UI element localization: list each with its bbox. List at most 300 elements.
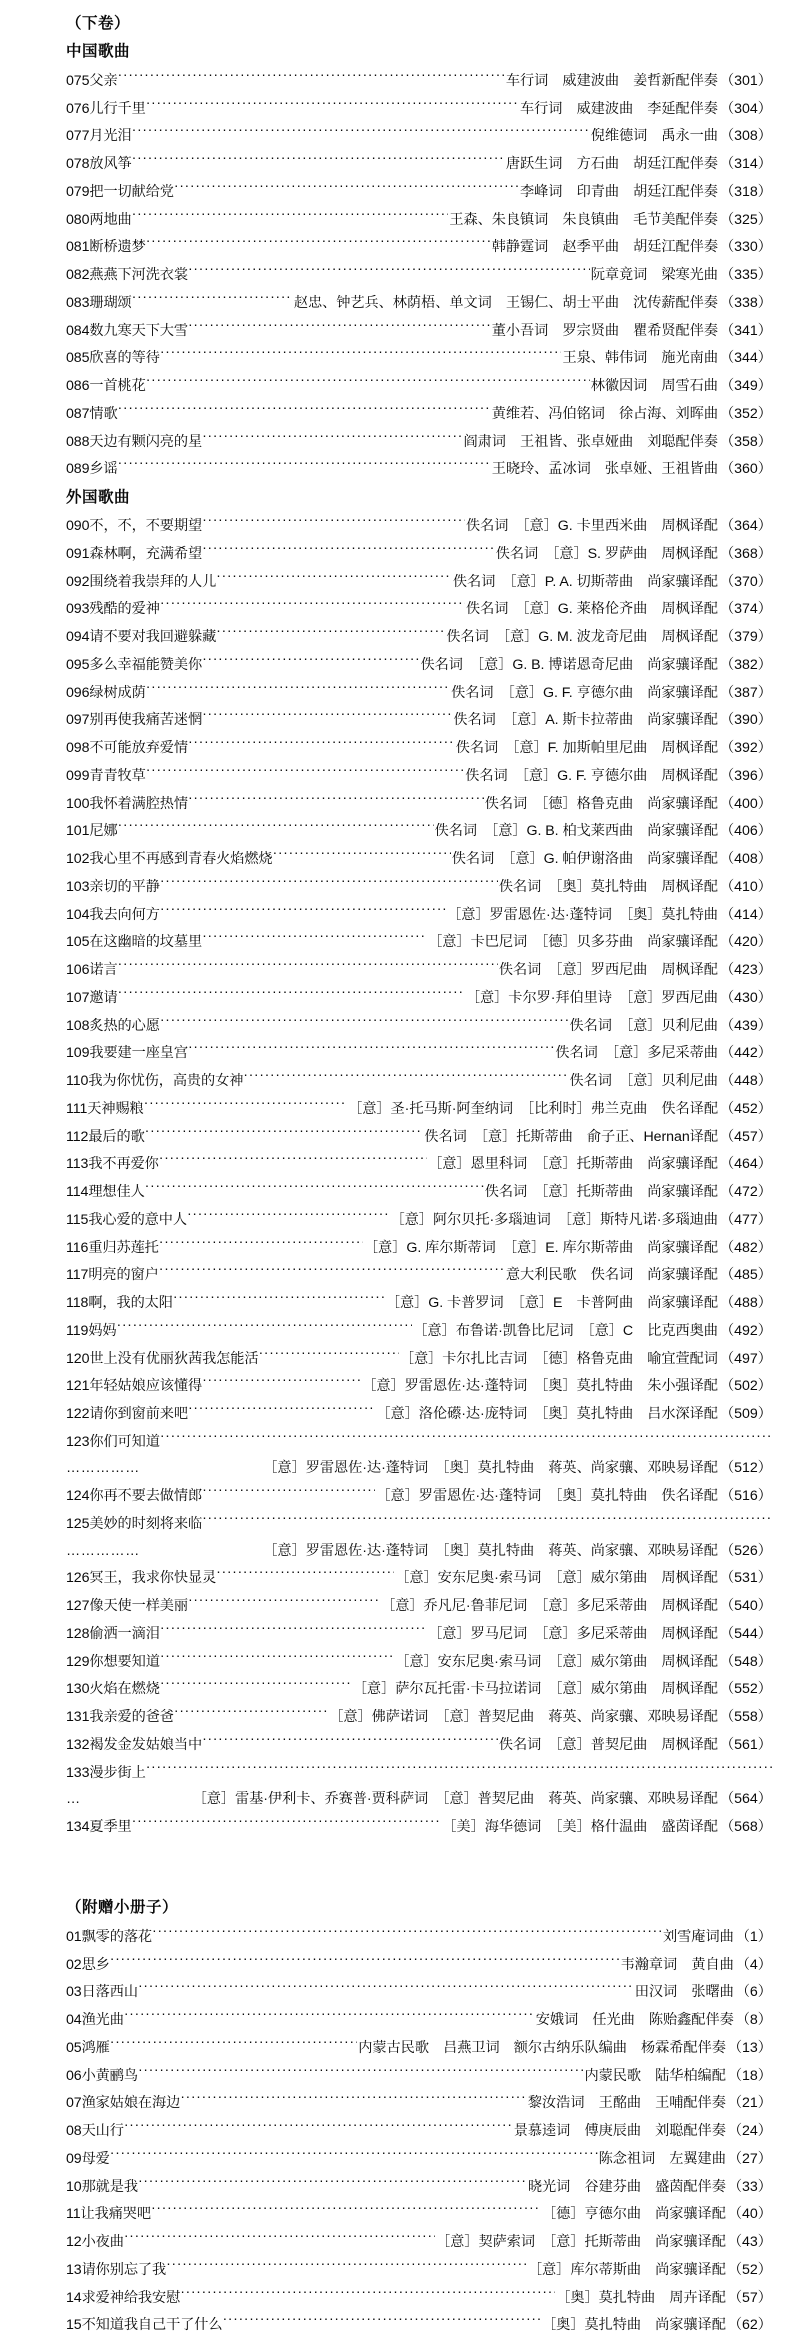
toc-leader-dots [188, 1043, 554, 1057]
toc-entry-page-number: （304） [719, 100, 772, 117]
toc-entry-page-number: （558） [719, 1709, 772, 1726]
toc-entry [66, 932, 772, 951]
toc-entry [66, 293, 772, 312]
toc-entry-credits: ［意］布鲁诺·凯鲁比尼词 ［意］C 比克西奥曲 [413, 1322, 718, 1339]
toc-leader-dots [117, 1321, 413, 1335]
toc-entry-title: 04渔光曲 [66, 2012, 124, 2029]
toc-entry-credits: 佚名词 ［意］P. A. 切斯蒂曲 尚家骧译配 [452, 573, 718, 590]
toc-entry-title: 111天神赐粮 [66, 1100, 144, 1117]
toc-entry-credits: 倪维德词 禹永一曲 [590, 128, 718, 145]
toc-entry-title: 14求爱神给我安慰 [66, 2289, 181, 2306]
toc-entry-page-number: （406） [719, 823, 772, 840]
toc-entry-page-number: （448） [719, 1073, 772, 1090]
toc-entry-continuation [66, 1790, 772, 1808]
toc-entry-title: 102我心里不再感到青春火焰燃烧 [66, 851, 273, 868]
toc-entry-title: 126冥王，我求你快显灵 [66, 1570, 217, 1587]
toc-leader-dots: …………… [66, 1542, 140, 1559]
toc-entry-title: 01飘零的落花 [66, 1928, 153, 1945]
toc-entry-title: 122请你到窗前来吧 [66, 1406, 188, 1423]
toc-entry-page-number: （485） [719, 1267, 772, 1284]
toc-entry [66, 1015, 772, 1034]
toc-entry-credits: ［意］卡尔罗·拜伯里诗 ［意］罗西尼曲 [465, 989, 718, 1006]
toc-leader-dots [118, 459, 491, 473]
toc-entry-page-number: （6） [735, 1984, 772, 2001]
toc-entry-title: 131我亲爱的爸爸 [66, 1709, 174, 1726]
toc-entry [66, 1624, 772, 1643]
toc-entry [66, 1651, 772, 1670]
toc-leader-dots [174, 1707, 328, 1721]
toc-leader-dots [159, 1265, 505, 1279]
toc-entry-title: 105在这幽暗的坟墓里 [66, 934, 203, 951]
toc-entry-title: 087情歌 [66, 405, 118, 422]
toc-entry-title: 108炙热的心愿 [66, 1017, 160, 1034]
toc-entry-title: 12小夜曲 [66, 2234, 124, 2251]
toc-entry-title: 127像天使一样美丽 [66, 1598, 188, 1615]
toc-leader-dots [160, 1432, 772, 1446]
toc-entry-title: 090不，不，不要期望 [66, 518, 203, 535]
toc-leader-dots [166, 2260, 527, 2274]
toc-entry-page-number: （548） [719, 1653, 772, 1670]
toc-entry [66, 2177, 772, 2196]
toc-entry-credits: ［意］G. 库尔斯蒂词 ［意］E. 库尔斯蒂曲 尚家骧译配 [363, 1239, 718, 1256]
toc-entry-page-number: （382） [719, 656, 772, 673]
toc-entry [66, 655, 772, 674]
toc-entry-credits: 佚名词 ［意］S. 罗萨曲 周枫译配 [495, 545, 718, 562]
toc-entry-credits: ［意］G. 卡普罗词 ［意］E 卡普阿曲 尚家骧译配 [385, 1295, 718, 1312]
toc-entry-credits: ［意］罗雷恩佐·达·蓬特词 ［奥］莫扎特曲 [447, 906, 718, 923]
toc-entry [66, 1293, 772, 1312]
toc-entry-page-number: （544） [719, 1625, 772, 1642]
toc-entry [66, 1982, 772, 2001]
toc-leader-dots: … [66, 1791, 81, 1808]
toc-entry [66, 988, 772, 1007]
toc-leader-dots [138, 1982, 634, 1996]
toc-entry-title: 091森林啊，充满希望 [66, 545, 203, 562]
toc-entry [66, 571, 772, 590]
toc-entry [66, 1735, 772, 1754]
toc-entry-credits: 佚名词 ［德］格鲁克曲 尚家骧译配 [484, 795, 718, 812]
toc-leader-dots [124, 2121, 513, 2135]
toc-leader-dots [145, 1126, 424, 1140]
toc-leader-dots [216, 1568, 394, 1582]
toc-leader-dots [202, 1376, 361, 1390]
toc-entry-page-number: （360） [719, 461, 772, 478]
toc-entry-title: 05鸿雁 [66, 2039, 110, 2056]
toc-leader-dots [180, 2093, 527, 2107]
toc-leader-dots [273, 849, 451, 863]
toc-entry-title: 107邀请 [66, 989, 118, 1006]
toc-entry-title: 132褐发金发姑娘当中 [66, 1736, 203, 1753]
toc-entry-credits: ［奥］莫扎特曲 尚家骧译配 [542, 2317, 726, 2334]
toc-entry-title: 092围绕着我崇拜的人儿 [66, 573, 217, 590]
toc-entry-title: 101尼娜 [66, 823, 118, 840]
toc-entry-credits: ［意］卡巴尼词 ［德］贝多芬曲 尚家骧译配 [428, 934, 718, 951]
toc-entry [66, 1817, 772, 1836]
toc-entry-title: 077月光泪 [66, 128, 132, 145]
toc-entry-page-number: （1） [735, 1928, 772, 1945]
toc-entry [66, 1679, 772, 1698]
toc-entry-title: 118啊，我的太阳 [66, 1295, 173, 1312]
toc-leader-dots [144, 1099, 348, 1113]
toc-entry-page-number: （352） [719, 405, 772, 422]
toc-entry [66, 1182, 772, 1201]
toc-leader-dots [188, 265, 590, 279]
toc-entry-page-number: （414） [719, 906, 772, 923]
toc-entry [66, 459, 772, 478]
toc-entry [66, 2121, 772, 2140]
toc-entry-page-number: （423） [719, 962, 772, 979]
toc-entry-credits: 佚名词 ［意］贝利尼曲 [569, 1073, 718, 1090]
toc-entry-title: 078放风筝 [66, 156, 132, 173]
toc-entry-title: 097别再使我痛苦迷惘 [66, 712, 203, 729]
toc-entry-credits: 佚名词 ［意］多尼采蒂曲 [555, 1045, 718, 1062]
toc-leader-dots [202, 932, 427, 946]
toc-entry-page-number: （442） [719, 1045, 772, 1062]
toc-entry [66, 2038, 772, 2057]
toc-entry-page-number: （330） [719, 239, 772, 256]
toc-entry-title: 11让我痛哭吧 [66, 2206, 151, 2223]
toc-leader-dots [132, 154, 505, 168]
toc-entry-page-number: （52） [727, 2261, 772, 2278]
toc-entry-page-number: （358） [719, 433, 772, 450]
toc-leader-dots [202, 516, 465, 530]
toc-leader-dots [146, 99, 519, 113]
toc-entry-title: 098不可能放弃爱情 [66, 740, 188, 757]
toc-entry-page-number: （482） [719, 1239, 772, 1256]
toc-entry-page-number: （318） [719, 183, 772, 200]
toc-entry [66, 1099, 772, 1118]
toc-entry-title: 130火焰在燃烧 [66, 1681, 160, 1698]
toc-entry-credits: 阎肃词 王祖皆、张卓娅曲 刘聪配伴奏 [463, 433, 718, 450]
toc-entry-credits: 佚名词 ［意］G. B. 博诺恩奇尼曲 尚家骧译配 [420, 656, 718, 673]
toc-leader-dots [174, 182, 519, 196]
toc-entry-page-number: （390） [719, 712, 772, 729]
toc-entry-credits: ［意］契萨索词 ［意］托斯蒂曲 尚家骧译配 [436, 2234, 726, 2251]
toc-entry-page-number: （400） [719, 795, 772, 812]
toc-entry [66, 99, 772, 118]
toc-leader-dots [145, 1182, 484, 1196]
toc-entry-credits: 佚名词 ［意］普契尼曲 周枫译配 [498, 1736, 718, 1753]
section-heading-foreign: 外国歌曲 [66, 488, 131, 506]
toc-entry-title: 103亲切的平静 [66, 878, 160, 895]
toc-entry-page-number: （379） [719, 629, 772, 646]
toc-entry-title: 099青青牧草 [66, 767, 146, 784]
toc-entry-credits: 韦瀚章词 黄自曲 [620, 1956, 734, 1973]
toc-entry-page-number: （492） [719, 1322, 772, 1339]
toc-leader-dots [146, 237, 491, 251]
toc-entry-credits: 黎汝浩词 王酩曲 王哺配伴奏 [527, 2095, 726, 2112]
toc-leader-dots [138, 2177, 527, 2191]
toc-leader-dots [159, 1154, 427, 1168]
toc-entry-page-number: （24） [727, 2123, 772, 2140]
toc-entry [66, 237, 772, 256]
toc-entry-title: 119妈妈 [66, 1322, 117, 1339]
toc-entry-page-number: （477） [719, 1211, 772, 1228]
toc-entry [66, 404, 772, 423]
toc-entry-page-number: （392） [719, 740, 772, 757]
toc-leader-dots [187, 1210, 390, 1224]
toc-entry-page-number: （552） [719, 1681, 772, 1698]
toc-entry-title: 094请不要对我回避躲藏 [66, 629, 217, 646]
toc-leader-dots [188, 738, 455, 752]
toc-entry-credits: ［意］罗雷恩佐·达·蓬特词 ［奥］莫扎特曲 朱小强译配 [362, 1378, 718, 1395]
toc-leader-dots [202, 1735, 498, 1749]
toc-entry-page-number: （344） [719, 350, 772, 367]
toc-leader-dots [132, 1817, 442, 1831]
toc-entry [66, 1762, 772, 1781]
booklet-heading: （附赠小册子） [66, 1899, 179, 1917]
toc-entry-page-number: （464） [719, 1156, 772, 1173]
toc-entry-credits: ［意］安东尼奥·索马词 ［意］威尔第曲 周枫译配 [395, 1653, 718, 1670]
toc-entry [66, 2010, 772, 2029]
toc-entry [66, 849, 772, 868]
toc-entry [66, 1265, 772, 1284]
toc-leader-dots [146, 766, 465, 780]
toc-leader-dots [202, 1514, 772, 1528]
toc-entry-title: 13请你别忘了我 [66, 2261, 167, 2278]
toc-entry [66, 126, 772, 145]
entry-list-chinese [66, 71, 772, 479]
toc-entry [66, 1376, 772, 1395]
toc-entry-title: 084数九寒天下大雪 [66, 322, 188, 339]
toc-entry-title: 123你们可知道 [66, 1433, 160, 1450]
toc-entry-credits: 车行词 威建波曲 姜哲新配伴奏 [505, 72, 718, 89]
toc-entry-title: 10那就是我 [66, 2178, 138, 2195]
section-booklet [66, 1898, 772, 2334]
toc-entry-title: 086一首桃花 [66, 378, 146, 395]
toc-entry [66, 2288, 772, 2307]
toc-entry-title: 082燕燕下河洗衣裳 [66, 267, 188, 284]
toc-entry-page-number: （325） [719, 211, 772, 228]
toc-leader-dots [243, 1071, 568, 1085]
toc-leader-dots [132, 293, 293, 307]
toc-entry-title: 106诺言 [66, 962, 118, 979]
toc-entry-page-number: （335） [719, 267, 772, 284]
toc-entry-credits: 阮章竟词 梁寒光曲 [590, 267, 718, 284]
toc-leader-dots [188, 321, 491, 335]
toc-leader-dots [138, 2066, 584, 2080]
toc-entry [66, 1043, 772, 1062]
toc-entry-credits: 佚名词 ［意］托斯蒂曲 尚家骧译配 [484, 1184, 718, 1201]
toc-entry-title: 085欣喜的等待 [66, 350, 160, 367]
toc-entry-credits: 刘雪庵词曲 [663, 1928, 734, 1945]
toc-entry-title: 083珊瑚颂 [66, 294, 132, 311]
toc-entry-credits: ［意］卡尔扎比吉词 ［德］格鲁克曲 喻宜萱配词 [399, 1350, 718, 1367]
toc-leader-dots [160, 1651, 394, 1665]
toc-entry [66, 793, 772, 812]
toc-entry-page-number: （338） [719, 294, 772, 311]
toc-entry-title: 129你想要知道 [66, 1653, 160, 1670]
toc-entry-page-number: （512） [719, 1460, 772, 1477]
toc-entry-page-number: （408） [719, 851, 772, 868]
toc-leader-dots [110, 2149, 598, 2163]
toc-leader-dots [118, 960, 498, 974]
toc-entry-page-number: （13） [727, 2039, 772, 2056]
toc-leader-dots: …………… [66, 1460, 140, 1477]
toc-entry-title: 03日落西山 [66, 1984, 138, 2001]
toc-entry-title: 114理想佳人 [66, 1184, 145, 1201]
toc-entry-title: 124你再不要去做情郎 [66, 1488, 203, 1505]
toc-leader-dots [118, 71, 505, 85]
toc-entry-credits: 意大利民歌 佚名词 尚家骧译配 [505, 1267, 718, 1284]
toc-entry-page-number: （488） [719, 1295, 772, 1312]
toc-entry-page-number: （27） [727, 2150, 772, 2167]
toc-entry-credits: 唐跃生词 方石曲 胡廷江配伴奏 [505, 156, 718, 173]
toc-leader-dots [160, 1015, 569, 1029]
toc-entry [66, 2204, 772, 2223]
toc-entry-title: 121年轻姑娘应该懂得 [66, 1378, 203, 1395]
toc-entry-credits: ［意］圣·托马斯·阿奎纳词 ［比利时］弗兰克曲 佚名译配 [348, 1100, 718, 1117]
toc-entry-credits: 王泉、韩伟词 施光南曲 [562, 350, 718, 367]
toc-leader-dots [152, 1927, 662, 1941]
toc-leader-dots [180, 2288, 555, 2302]
toc-entry-page-number: （314） [719, 156, 772, 173]
toc-entry-title: 09母爱 [66, 2150, 110, 2167]
toc-entry-credits: 佚名词 ［意］G. B. 柏戈莱西曲 尚家骧译配 [434, 823, 718, 840]
toc-leader-dots [151, 2204, 541, 2218]
toc-entry-title: 15不知道我自己干了什么 [66, 2317, 223, 2334]
toc-leader-dots [202, 655, 419, 669]
toc-entry [66, 182, 772, 201]
toc-entry [66, 516, 772, 535]
toc-entry-credits: 王晓玲、孟冰词 张卓娅、王祖皆曲 [491, 461, 718, 478]
toc-leader-dots [202, 544, 495, 558]
toc-entry-title: 076儿行千里 [66, 100, 146, 117]
toc-entry-credits: ［意］阿尔贝托·多瑙迪词 ［意］斯特凡诺·多瑙迪曲 [390, 1211, 718, 1228]
toc-entry-credits: 董小吾词 罗宗贤曲 瞿希贤配伴奏 [491, 322, 718, 339]
toc-entry [66, 1237, 772, 1256]
toc-entry-title: 075父亲 [66, 72, 118, 89]
volume-heading: （下卷） [66, 15, 131, 32]
toc-entry-page-number: （370） [719, 573, 772, 590]
section-spacer [66, 1844, 772, 1898]
toc-entry [66, 71, 772, 90]
toc-entry-page-number: （568） [719, 1818, 772, 1835]
toc-entry-credits: ［意］恩里科词 ［意］托斯蒂曲 尚家骧译配 [428, 1156, 718, 1173]
toc-entry-credits: ［德］亨德尔曲 尚家骧译配 [542, 2206, 726, 2223]
toc-entry [66, 960, 772, 979]
toc-entry-page-number: （374） [719, 601, 772, 618]
toc-leader-dots [118, 404, 491, 418]
toc-entry-page-number: （21） [727, 2095, 772, 2112]
toc-entry [66, 321, 772, 340]
toc-entry-credits: ［意］库尔蒂斯曲 尚家骧译配 [527, 2261, 726, 2278]
toc-leader-dots [188, 1404, 375, 1418]
toc-entry-credits: 陈念祖词 左翼建曲 [598, 2150, 726, 2167]
toc-entry-title: 109我要建一座皇宫 [66, 1045, 188, 1062]
section-chinese-songs [66, 42, 772, 478]
toc-entry [66, 1927, 772, 1946]
toc-entry-credits: 佚名词 ［意］贝利尼曲 [569, 1017, 718, 1034]
toc-entry-credits: 安娥词 任光曲 陈贻鑫配伴奏 [535, 2012, 734, 2029]
toc-entry-credits: 王森、朱良镇词 朱良镇曲 毛节美配伴奏 [449, 211, 718, 228]
toc-entry-title: 113我不再爱你 [66, 1156, 159, 1173]
toc-leader-dots [160, 877, 498, 891]
toc-entry-credits: ［意］安东尼奥·索马词 ［意］威尔第曲 周枫译配 [395, 1570, 718, 1587]
toc-entry-title: 115我心爱的意中人 [66, 1211, 187, 1228]
toc-entry-title: 104我去向何方 [66, 906, 160, 923]
section-foreign-songs [66, 488, 772, 1836]
toc-leader-dots [146, 1762, 772, 1776]
toc-entry-title: 133漫步街上 [66, 1764, 146, 1781]
toc-entry-page-number: （364） [719, 518, 772, 535]
toc-entry-title: 081断桥遗梦 [66, 239, 146, 256]
toc-entry-title: 117明亮的窗户 [66, 1267, 159, 1284]
toc-entry-page-number: （396） [719, 767, 772, 784]
toc-entry-title: 080两地曲 [66, 211, 132, 228]
toc-entry-title: 125美妙的时刻将来临 [66, 1515, 203, 1532]
toc-entry-credits: ［意］罗雷恩佐·达·蓬特词 ［奥］莫扎特曲 蒋英、尚家骧、邓映易译配 [263, 1460, 718, 1477]
toc-entry-credits: ［美］海华德词 ［美］格什温曲 盛茵译配 [442, 1818, 718, 1835]
toc-entry-page-number: （4） [735, 1956, 772, 1973]
toc-entry-title: 134夏季里 [66, 1818, 132, 1835]
toc-leader-dots [202, 1486, 375, 1500]
toc-entry-page-number: （308） [719, 128, 772, 145]
toc-entry-page-number: （564） [719, 1791, 772, 1808]
toc-leader-dots [132, 210, 449, 224]
toc-entry-page-number: （516） [719, 1488, 772, 1505]
toc-entry [66, 1348, 772, 1367]
toc-entry [66, 2315, 772, 2334]
toc-entry-page-number: （497） [719, 1350, 772, 1367]
toc-entry-credits: 佚名词 ［奥］莫扎特曲 周枫译配 [498, 878, 718, 895]
toc-entry-page-number: （531） [719, 1570, 772, 1587]
toc-entry-page-number: （18） [727, 2067, 772, 2084]
toc-leader-dots [258, 1348, 398, 1362]
toc-leader-dots [124, 2010, 535, 2024]
toc-entry-page-number: （457） [719, 1128, 772, 1145]
toc-leader-dots [202, 710, 452, 724]
toc-entry-title: 128偷洒一滴泪 [66, 1625, 160, 1642]
toc-entry [66, 738, 772, 757]
toc-leader-dots [188, 1596, 380, 1610]
toc-leader-dots [173, 1293, 385, 1307]
toc-entry-credits: 佚名词 ［意］G. F. 亨德尔曲 尚家骧译配 [451, 684, 718, 701]
toc-entry-credits: 韩静霆词 赵季平曲 胡廷江配伴奏 [491, 239, 718, 256]
toc-entry-credits: 佚名词 ［意］A. 斯卡拉蒂曲 尚家骧译配 [453, 712, 718, 729]
toc-entry [66, 627, 772, 646]
toc-entry-credits: ［意］乔凡尼·鲁菲尼词 ［意］多尼采蒂曲 周枫译配 [381, 1598, 718, 1615]
toc-entry-title: 07渔家姑娘在海边 [66, 2095, 181, 2112]
toc-entry-title: 089乡谣 [66, 461, 118, 478]
toc-entry [66, 1210, 772, 1229]
toc-entry-title: 116重归苏莲托 [66, 1239, 159, 1256]
toc-entry-page-number: （8） [735, 2012, 772, 2029]
toc-entry [66, 2066, 772, 2085]
toc-entry [66, 1514, 772, 1533]
toc-entry-credits: 田汉词 张曙曲 [634, 1984, 734, 2001]
toc-entry-title: 095多么幸福能赞美你 [66, 656, 203, 673]
toc-entry [66, 1432, 772, 1451]
toc-entry-credits: 晓光词 谷建芬曲 盛茵配伴奏 [527, 2178, 726, 2195]
toc-entry-credits: ［意］佛萨诺词 ［意］普契尼曲 蒋英、尚家骧、邓映易译配 [329, 1709, 718, 1726]
toc-entry-continuation [66, 1459, 772, 1477]
toc-entry [66, 154, 772, 173]
toc-leader-dots [216, 571, 452, 585]
toc-entry-credits: 景慕逵词 傅庚辰曲 刘聪配伴奏 [513, 2123, 726, 2140]
toc-leader-dots [202, 432, 462, 446]
toc-entry [66, 1126, 772, 1145]
toc-entry-title: 088天边有颗闪亮的星 [66, 433, 203, 450]
entry-list-foreign [66, 516, 772, 1836]
toc-entry-page-number: （57） [727, 2289, 772, 2306]
toc-entry-credits: 车行词 威建波曲 李延配伴奏 [520, 100, 718, 117]
toc-leader-dots [188, 793, 484, 807]
toc-entry-credits: 佚名词 ［意］罗西尼曲 周枫译配 [498, 962, 718, 979]
toc-entry [66, 2093, 772, 2112]
toc-entry-page-number: （387） [719, 684, 772, 701]
toc-entry [66, 710, 772, 729]
